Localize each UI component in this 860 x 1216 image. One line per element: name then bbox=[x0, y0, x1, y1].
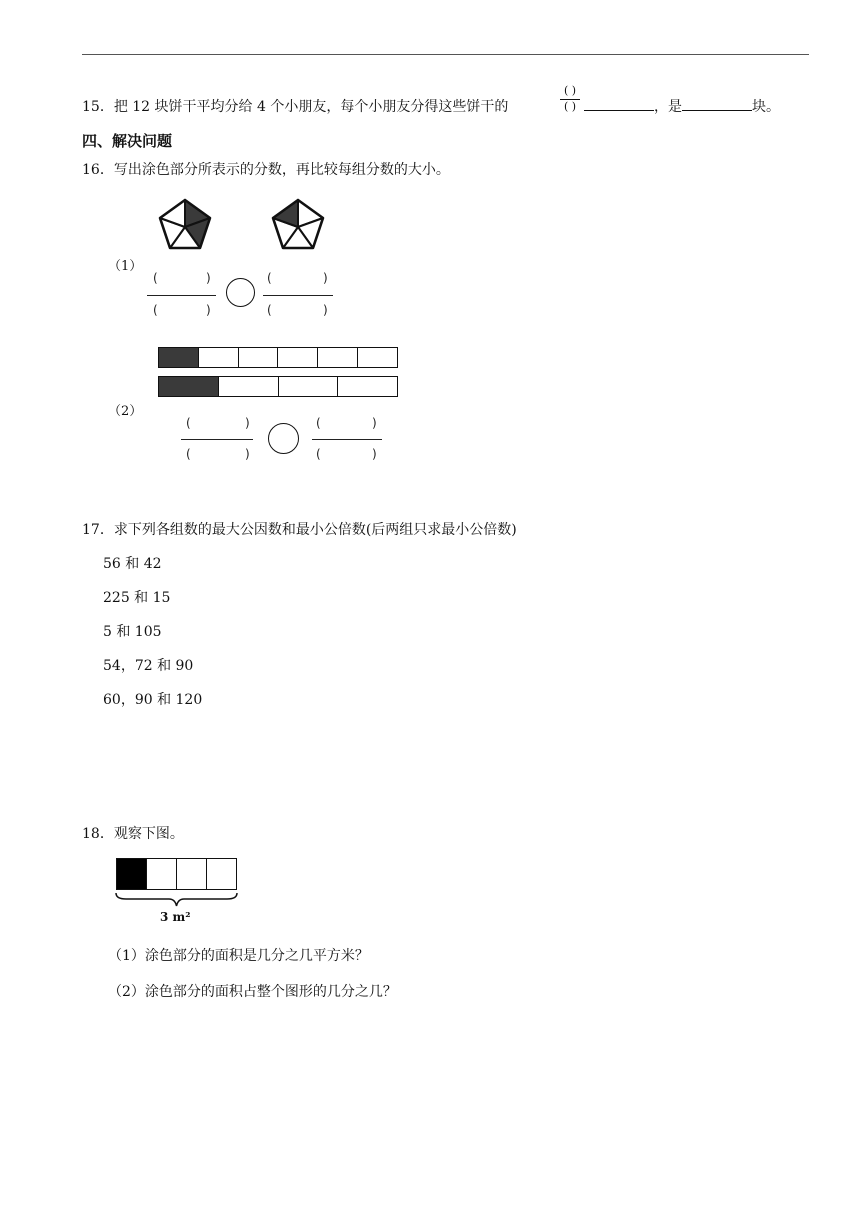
compare-circle-2[interactable] bbox=[268, 423, 299, 454]
q17-text: 求下列各组数的最大公因数和最小公倍数(后两组只求最小公倍数) bbox=[113, 522, 517, 538]
paren-open: ( bbox=[153, 271, 158, 285]
q17-item-1: 56 和 42 bbox=[103, 556, 162, 572]
paren-open: ( bbox=[267, 271, 272, 285]
section-title: 四、解决问题 bbox=[82, 132, 173, 150]
paren-open: ( bbox=[186, 447, 191, 461]
q15-blanks-line bbox=[584, 96, 780, 116]
q17-item-3: 5 和 105 bbox=[103, 624, 162, 640]
q15-text-end: 块。 bbox=[752, 99, 780, 115]
strip-cell-shaded bbox=[159, 377, 218, 396]
q17-item-5: 60，90 和 120 bbox=[103, 692, 203, 708]
strip-cell bbox=[238, 348, 278, 367]
q18-number: 18． bbox=[82, 826, 114, 842]
paren-open: ( bbox=[186, 416, 191, 430]
area-cell-shaded bbox=[117, 859, 146, 889]
paren-close: ) bbox=[245, 416, 250, 430]
q16-part1-label: （1） bbox=[108, 259, 143, 274]
area-cell bbox=[176, 859, 206, 889]
paren-close: ) bbox=[372, 447, 377, 461]
fraction-bar bbox=[263, 295, 333, 296]
paren-close: ) bbox=[206, 271, 211, 285]
fraction-bar bbox=[312, 439, 382, 440]
q18-sub-1: （1）涂色部分的面积是几分之几平方米？ bbox=[108, 948, 369, 964]
paren-open: ( bbox=[316, 416, 321, 430]
paren-open: ( bbox=[316, 447, 321, 461]
pentagon-left-figure bbox=[155, 196, 215, 256]
paren-close: ) bbox=[323, 303, 328, 317]
strip-six-parts bbox=[158, 347, 398, 368]
strip-cell bbox=[317, 348, 357, 367]
q18-area-figure bbox=[116, 858, 237, 890]
strip-cell bbox=[278, 377, 338, 396]
pentagon-right-figure bbox=[268, 196, 328, 256]
strip-cell bbox=[277, 348, 317, 367]
fraction-bar bbox=[147, 295, 216, 296]
compare-circle-1[interactable] bbox=[226, 278, 255, 307]
q17-item-2: 225 和 15 bbox=[103, 590, 171, 606]
q16-number: 16． bbox=[82, 162, 114, 178]
paren-close: ) bbox=[206, 303, 211, 317]
q15-text-mid: ，是 bbox=[654, 99, 682, 115]
strip-four-parts bbox=[158, 376, 398, 397]
q17-number: 17． bbox=[82, 522, 114, 538]
paren-close: ) bbox=[372, 416, 377, 430]
strip-cell bbox=[337, 377, 397, 396]
paren-open: ( bbox=[267, 303, 272, 317]
q15-fraction-top: ( ) bbox=[563, 84, 577, 97]
brace-icon bbox=[114, 891, 239, 909]
q17-item-4: 54，72 和 90 bbox=[103, 658, 194, 674]
strip-cell bbox=[198, 348, 238, 367]
strip-cell-shaded bbox=[159, 348, 198, 367]
q18-text: 观察下图。 bbox=[113, 826, 184, 842]
q15-fraction-bottom: ( ) bbox=[563, 100, 577, 113]
q18-figure-label: 3 m² bbox=[160, 910, 191, 924]
header-rule bbox=[82, 54, 809, 55]
q15-text-before: 把 12 块饼干平均分给 4 个小朋友，每个小朋友分得这些饼干的 bbox=[113, 99, 509, 115]
question-18 bbox=[82, 823, 184, 843]
area-cell bbox=[206, 859, 236, 889]
question-16 bbox=[82, 159, 450, 179]
q15-fraction bbox=[560, 85, 580, 113]
paren-close: ) bbox=[323, 271, 328, 285]
q16-part2-label: （2） bbox=[108, 404, 143, 419]
fraction-bar bbox=[181, 439, 253, 440]
question-15 bbox=[82, 96, 508, 116]
q16-text: 写出涂色部分所表示的分数，再比较每组分数的大小。 bbox=[113, 162, 450, 178]
area-cell bbox=[146, 859, 176, 889]
strip-cell bbox=[357, 348, 397, 367]
question-17 bbox=[82, 519, 517, 539]
paren-close: ) bbox=[245, 447, 250, 461]
strip-cell bbox=[218, 377, 278, 396]
q15-blank-1[interactable] bbox=[584, 96, 654, 111]
q15-blank-2[interactable] bbox=[682, 96, 752, 111]
q18-sub-2: （2）涂色部分的面积占整个图形的几分之几？ bbox=[108, 984, 397, 1000]
paren-open: ( bbox=[153, 303, 158, 317]
q15-number: 15． bbox=[82, 99, 114, 115]
